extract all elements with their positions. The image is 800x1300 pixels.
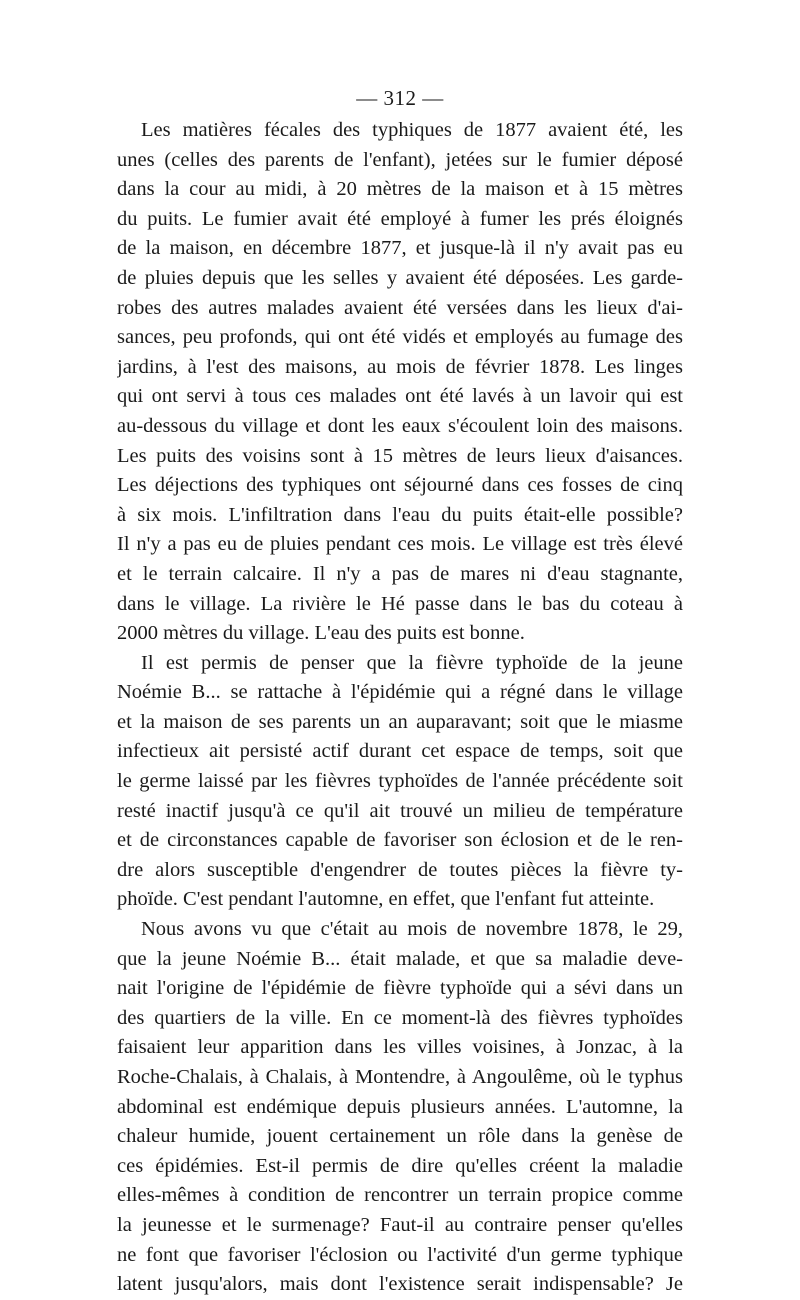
paragraph bbox=[117, 915, 683, 1300]
text-line: des quartiers de la ville. En ce moment-là des fièvres typhoïdes bbox=[117, 1006, 683, 1029]
text-line: Les matières fécales des typhiques de 1877 avaient été, les bbox=[141, 119, 683, 141]
text-line: Il n'y a pas eu de pluies pendant ces mois. Le village est très élevé bbox=[117, 533, 683, 556]
text-line: et le terrain calcaire. Il n'y a pas de mares ni d'eau stagnante, bbox=[117, 562, 683, 585]
text-line: abdominal est endémique depuis plusieurs années. L'automne, la bbox=[117, 1095, 683, 1118]
text-line: robes des autres malades avaient été versées dans les lieux d'ai- bbox=[117, 296, 683, 319]
text-line: Les puits des voisins sont à 15 mètres de leurs lieux d'aisances. bbox=[117, 444, 683, 467]
text-line: le germe laissé par les fièvres typhoïdes de l'année précédente soit bbox=[117, 770, 683, 793]
book-page bbox=[117, 86, 683, 1300]
text-line: jardins, à l'est des maisons, au mois de février 1878. Les linges bbox=[117, 355, 683, 378]
text-line: au-dessous du village et dont les eaux s'écoulent loin des maisons. bbox=[117, 414, 683, 437]
text-line: unes (celles des parents de l'enfant), jetées sur le fumier déposé bbox=[117, 148, 683, 171]
text-line: dans la cour au midi, à 20 mètres de la maison et à 15 mètres bbox=[117, 178, 683, 201]
text-line: et la maison de ses parents un an auparavant; soit que le miasme bbox=[117, 710, 683, 733]
text-line: 2000 mètres du village. L'eau des puits est bonne. bbox=[117, 622, 525, 645]
text-line: resté inactif jusqu'à ce qu'il ait trouvé un milieu de température bbox=[117, 799, 683, 822]
text-line: la jeunesse et le surmenage? Faut-il au contraire penser qu'elles bbox=[117, 1213, 683, 1236]
text-line: elles-mêmes à condition de rencontrer un terrain propice comme bbox=[117, 1184, 683, 1207]
text-line: dre alors susceptible d'engendrer de toutes pièces la fièvre ty- bbox=[117, 858, 683, 881]
text-line: infectieux ait persisté actif durant cet espace de temps, soit que bbox=[117, 740, 683, 763]
text-line: nait l'origine de l'épidémie de fièvre typhoïde qui a sévi dans un bbox=[117, 977, 683, 1000]
text-line: Noémie B... se rattache à l'épidémie qui a régné dans le village bbox=[117, 681, 683, 704]
text-line: chaleur humide, jouent certainement un rôle dans la genèse de bbox=[117, 1125, 683, 1148]
paragraph bbox=[117, 649, 683, 915]
text-line: du puits. Le fumier avait été employé à fumer les prés éloignés bbox=[117, 207, 683, 230]
text-line: qui ont servi à tous ces malades ont été lavés à un lavoir qui est bbox=[117, 385, 683, 408]
text-line: sances, peu profonds, qui ont été vidés et employés au fumage des bbox=[117, 326, 683, 349]
text-line: de pluies depuis que les selles y avaient été déposées. Les garde- bbox=[117, 266, 683, 289]
text-line: de la maison, en décembre 1877, et jusque-là il n'y avait pas eu bbox=[117, 237, 683, 260]
text-line: ne font que favoriser l'éclosion ou l'activité d'un germe typhique bbox=[117, 1243, 683, 1266]
text-line: à six mois. L'infiltration dans l'eau du puits était-elle possible? bbox=[117, 503, 683, 526]
text-line: que la jeune Noémie B... était malade, et que sa maladie deve- bbox=[117, 947, 683, 970]
text-line: faisaient leur apparition dans les villes voisines, à Jonzac, à la bbox=[117, 1036, 683, 1059]
text-line: dans le village. La rivière le Hé passe dans le bas du coteau à bbox=[117, 592, 683, 615]
text-line: et de circonstances capable de favoriser son éclosion et de le ren- bbox=[117, 829, 683, 852]
text-line: Nous avons vu que c'était au mois de novembre 1878, le 29, bbox=[141, 918, 683, 941]
text-line: Les déjections des typhiques ont séjourné dans ces fosses de cinq bbox=[117, 474, 683, 497]
paragraph bbox=[117, 116, 683, 649]
page-number: — 312 — bbox=[356, 86, 444, 110]
text-line: Il est permis de penser que la fièvre typhoïde de la jeune bbox=[141, 651, 683, 674]
text-line: phoïde. C'est pendant l'automne, en effet, que l'enfant fut atteinte. bbox=[117, 888, 655, 911]
text-line: latent jusqu'alors, mais dont l'existence serait indispensable? Je bbox=[117, 1273, 683, 1296]
text-line: ces épidémies. Est-il permis de dire qu'elles créent la maladie bbox=[117, 1154, 683, 1177]
text-line: Roche-Chalais, à Chalais, à Montendre, à Angoulême, où le typhus bbox=[117, 1066, 683, 1088]
